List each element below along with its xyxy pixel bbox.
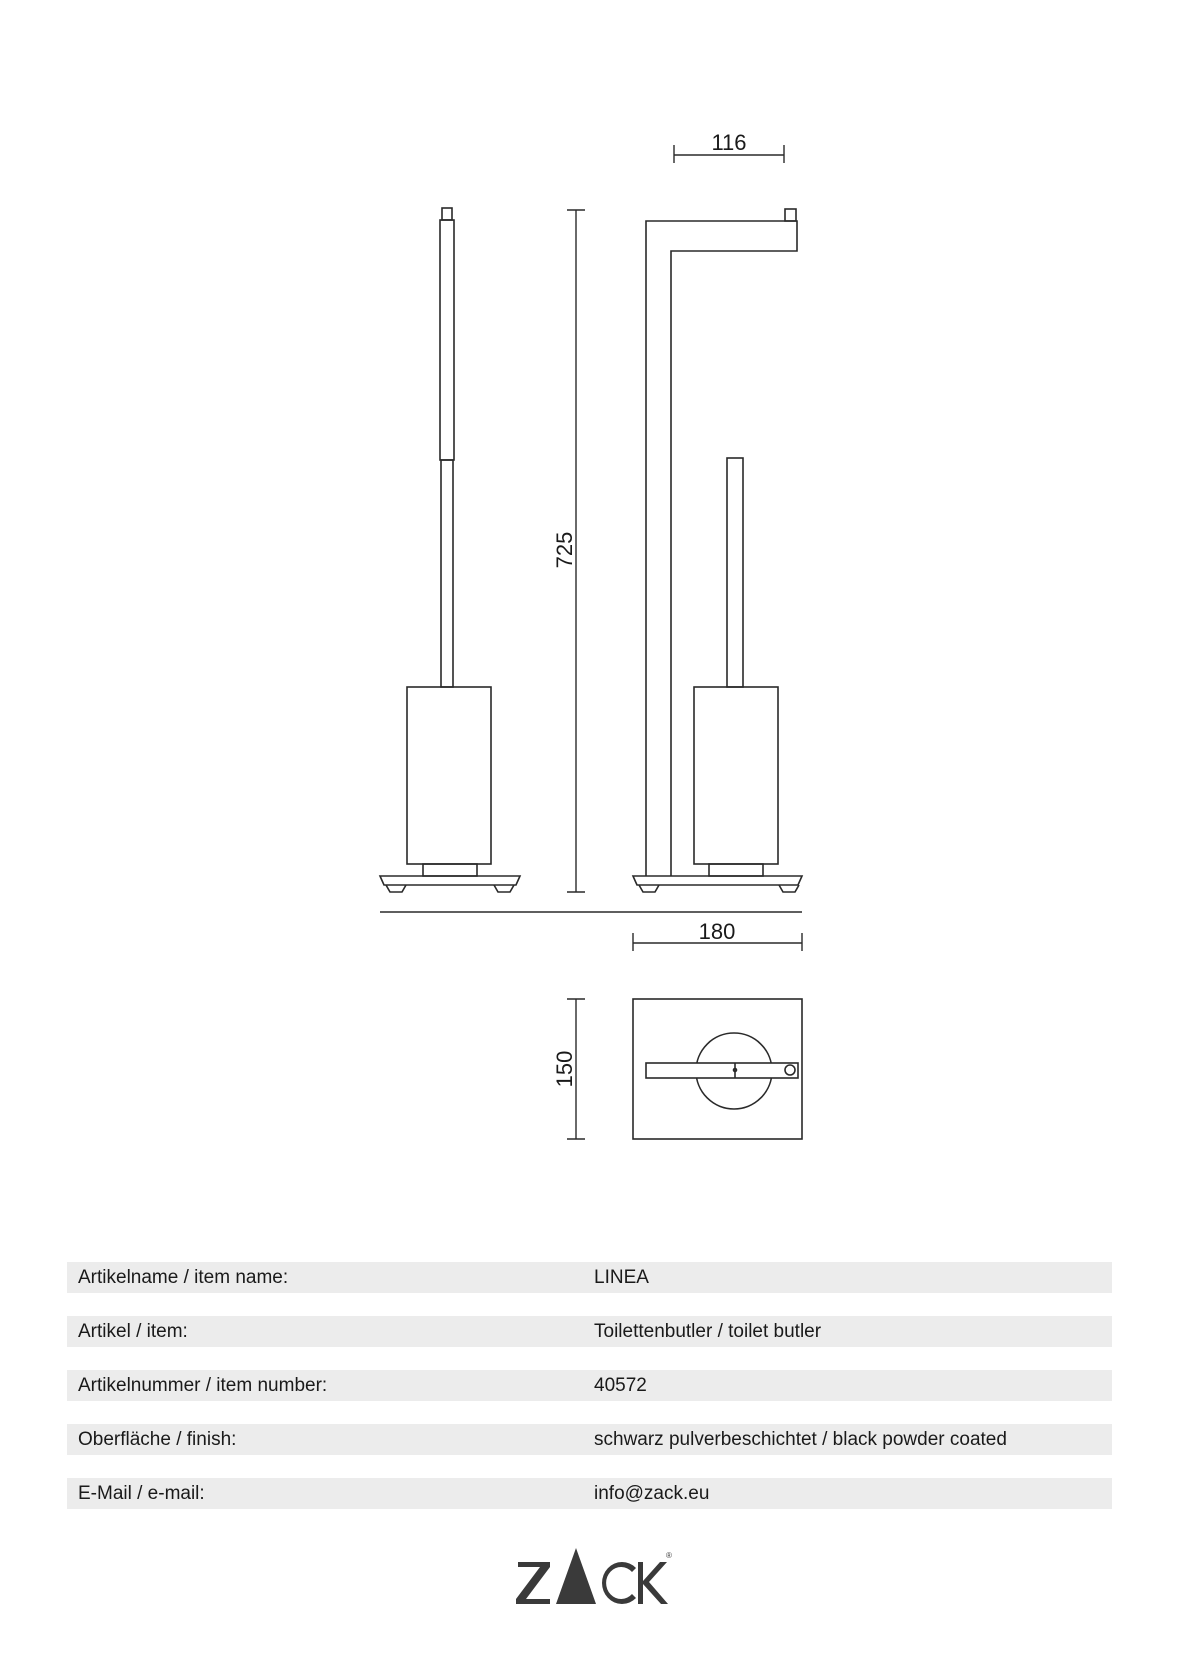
dimension-label-height: 725: [552, 531, 577, 569]
side-view-brush-holder: [380, 208, 520, 892]
dimension-label-base-depth: 150: [552, 1050, 577, 1088]
spec-label: Artikelname / item name:: [78, 1266, 289, 1288]
spec-row-item-name: [67, 1262, 1112, 1293]
spec-value: schwarz pulverbeschichtet / black powder coated: [594, 1428, 1007, 1450]
spec-label: Oberfläche / finish:: [78, 1428, 237, 1450]
dimension-label-top-width: 116: [711, 130, 747, 155]
spec-value: Toilettenbutler / toilet butler: [594, 1320, 822, 1342]
spec-value: info@zack.eu: [594, 1482, 710, 1504]
spec-row-email: [67, 1478, 1112, 1509]
spec-label: Artikelnummer / item number:: [78, 1374, 328, 1396]
top-view: [633, 999, 802, 1139]
spec-label: Artikel / item:: [78, 1320, 188, 1342]
spec-row-item-number: [67, 1370, 1112, 1401]
spec-table: [67, 1262, 1112, 1532]
spec-row-finish: [67, 1424, 1112, 1455]
dimension-label-base-width: 180: [698, 919, 736, 944]
spec-value: LINEA: [594, 1266, 649, 1288]
zack-logo: [512, 1540, 672, 1610]
spec-value: 40572: [594, 1374, 647, 1396]
registered-mark: ®: [666, 1551, 672, 1560]
spec-row-item: [67, 1316, 1112, 1347]
spec-label: E-Mail / e-mail:: [78, 1482, 205, 1504]
front-view-toilet-butler: [633, 209, 802, 892]
